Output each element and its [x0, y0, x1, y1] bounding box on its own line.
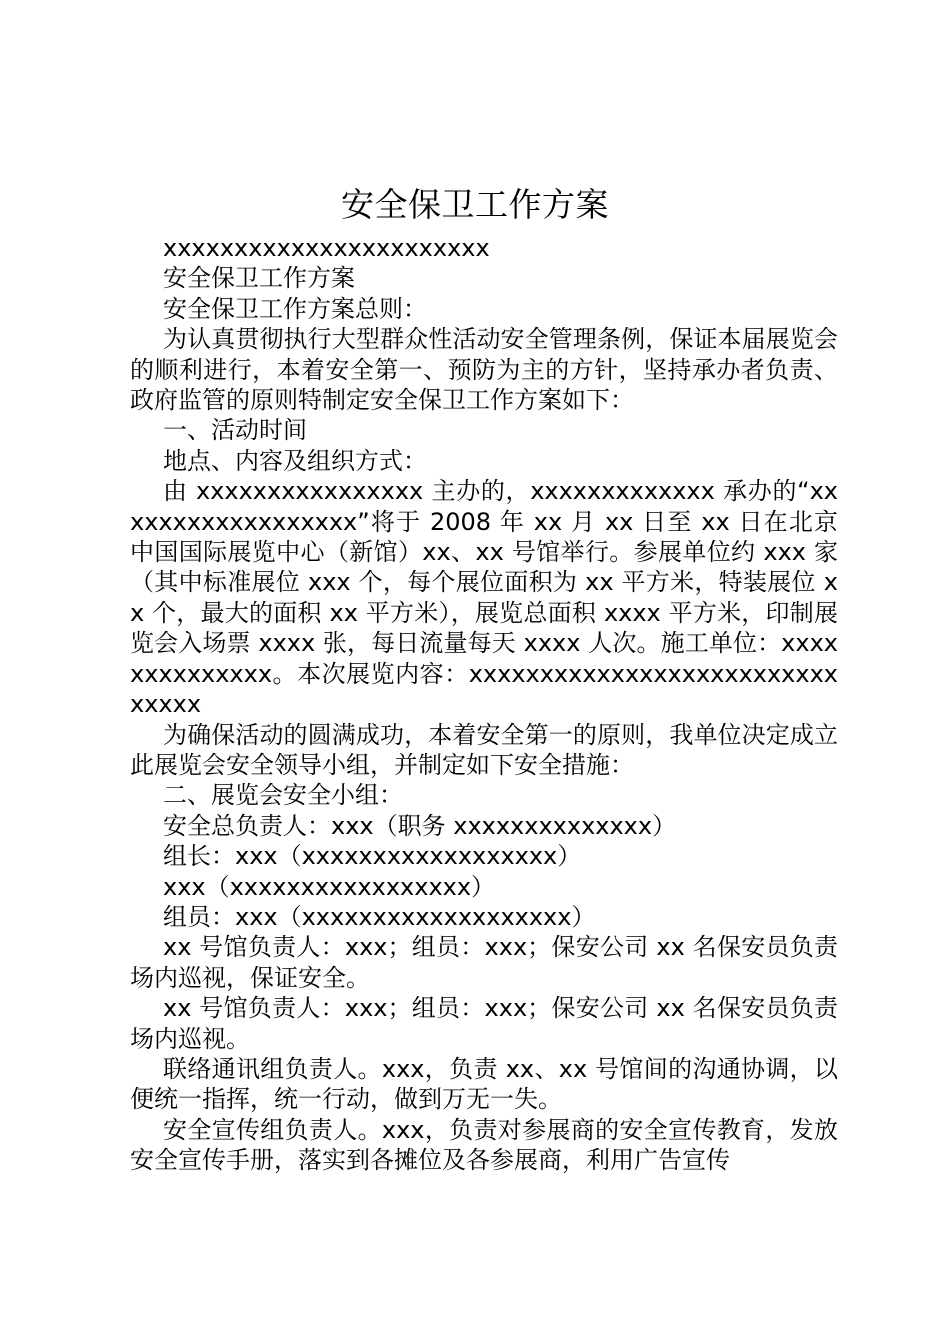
paragraph: xxxxxxxxxxxxxxxxxxxxxxx — [163, 234, 490, 262]
paragraph: 由 xxxxxxxxxxxxxxxx 主办的，xxxxxxxxxxxxx 承办的“xxxxxxxxxxxxxxxxxx”将于 2008 年 xx 月 xx 日至 xx 日在北京中国国际展览中心（新馆）xx、xx 号馆举行。参展单位约 xxx 家（其中标准展位 xxx 个，每个展位面积为 xx 平方米，特装展位 xx 个，最大的面积 xx 平方米），展览总面积 xxxx 平方米，印制展览会入场票 xxxx 张，每日流量每天 xxxx 人次。施工单位：xxxxxxxxxxxxxx。本次展览内容：xxxxxxxxxxxxxxxxxxxxxxxxxxxxxxx — [130, 477, 838, 719]
paragraph: 为确保活动的圆满成功，本着安全第一的原则，我单位决定成立此展览会安全领导小组，并制定如下安全措施： — [130, 720, 838, 779]
paragraph: xxx（xxxxxxxxxxxxxxxxx） — [163, 872, 496, 901]
paragraph: 为认真贯彻执行大型群众性活动安全管理条例，保证本届展览会的顺利进行，本着安全第一、预防为主的方针，坚持承办者负责、政府监管的原则特制定安全保卫工作方案如下： — [130, 325, 838, 415]
paragraph: 二、展览会安全小组： — [163, 781, 403, 810]
paragraph: 联络通讯组负责人。xxx，负责 xx、xx 号馆间的沟通协调，以便统一指挥，统一行动，做到万无一失。 — [130, 1054, 838, 1114]
paragraph: xx 号馆负责人：xxx；组员：xxx；保安公司 xx 名保安员负责场内巡视，保证安全。 — [130, 933, 838, 992]
paragraph: 一、活动时间 — [163, 416, 307, 445]
paragraph: 组员：xxx（xxxxxxxxxxxxxxxxxxx） — [163, 902, 596, 931]
paragraph: 组长：xxx（xxxxxxxxxxxxxxxxxx） — [163, 842, 582, 871]
paragraph: 安全保卫工作方案 — [163, 264, 355, 293]
document-title: 安全保卫工作方案 — [341, 185, 609, 224]
paragraph: 安全总负责人：xxx（职务 xxxxxxxxxxxxxx） — [163, 811, 677, 840]
paragraph: 地点、内容及组织方式： — [163, 446, 427, 475]
paragraph: 安全宣传组负责人。xxx，负责对参展商的安全宣传教育，发放安全宣传手册，落实到各摊位及各参展商，利用广告宣传 — [130, 1115, 838, 1175]
paragraph: 安全保卫工作方案总则： — [163, 294, 427, 323]
document-body — [130, 233, 838, 1176]
paragraph: xx 号馆负责人：xxx；组员：xxx；保安公司 xx 名保安员负责场内巡视。 — [130, 994, 838, 1053]
